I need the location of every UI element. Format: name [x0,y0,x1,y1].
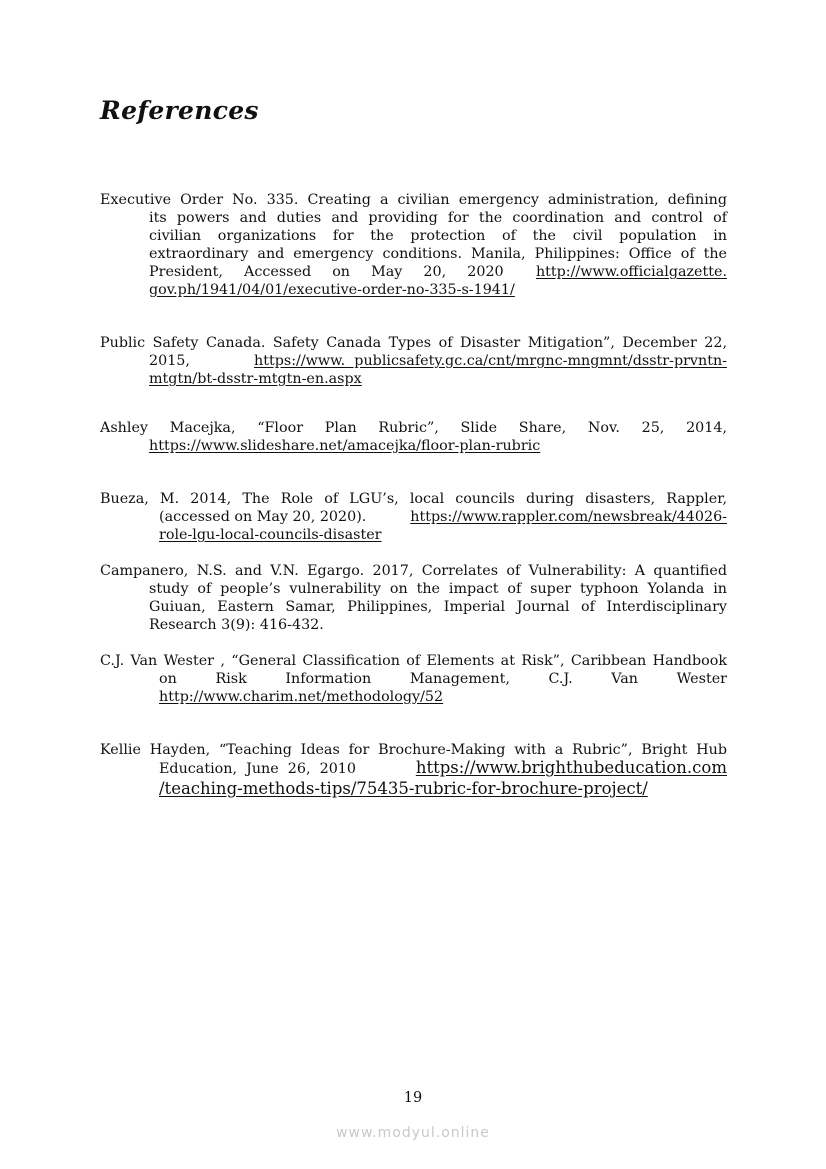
reference-line [100,370,727,388]
reference-line: study of people’s vulnerability on the impact of super typhoon Yolanda in [149,581,727,597]
reference-link[interactable]: https://www.slideshare.net/amacejka/floor-plan-rubric [149,438,541,454]
reference-public-safety-canada [100,334,727,388]
reference-line: civilian organizations for the protection of the civil population in [149,228,727,244]
watermark: www.modyul.online [336,1125,490,1141]
page-title: References [100,96,259,125]
reference-line: Kellie Hayden, “Teaching Ideas for Brochure-Making with a Rubric”, Bright Hub [100,742,727,758]
reference-link[interactable]: https://www.rappler.com/newsbreak/44026- [410,509,727,525]
reference-link[interactable]: https://www. publicsafety.gc.ca/cnt/mrgnc-mngmnt/dsstr-prvntn- [254,353,727,369]
reference-line: Research 3(9): 416-432. [149,617,324,633]
reference-line: Bueza, M. 2014, The Role of LGU’s, local councils during disasters, Rappler, [100,491,727,507]
reference-line [100,508,727,526]
reference-line [100,688,727,706]
reference-text: 2015, [149,353,190,369]
reference-text: (accessed on May 20, 2020). [159,509,367,525]
reference-van-wester [100,652,727,706]
reference-line [100,759,727,778]
reference-line: C.J. Van Wester , “General Classification of Elements at Risk”, Caribbean Handbook [100,653,727,669]
reference-line [100,352,727,370]
reference-ashley-macejka [100,419,727,455]
reference-link[interactable]: mtgtn/bt-dsstr-mtgtn-en.aspx [149,371,362,387]
reference-line: its powers and duties and providing for the coordination and control of [149,210,727,226]
reference-line: Ashley Macejka, “Floor Plan Rubric”, Slide Share, Nov. 25, 2014, [100,420,727,436]
reference-line: extraordinary and emergency conditions. Manila, Philippines: Office of the [149,246,727,262]
page-number: 19 [403,1090,423,1106]
reference-executive-order [100,191,727,299]
reference-line: on Risk Information Management, C.J. Van Wester [159,671,727,687]
reference-link[interactable]: http://www.charim.net/methodology/52 [159,689,444,705]
reference-link[interactable]: https://www.brighthubeducation.com [415,758,727,777]
reference-line: Campanero, N.S. and V.N. Egargo. 2017, Correlates of Vulnerability: A quantified [100,563,727,579]
reference-campanero [100,562,727,634]
reference-bueza [100,490,727,544]
reference-text: President, Accessed on May 20, 2020 [149,264,504,280]
reference-line [100,780,727,799]
reference-line [100,526,727,544]
reference-line [100,263,727,281]
reference-line: Guiuan, Eastern Samar, Philippines, Imperial Journal of Interdisciplinary [149,599,727,615]
reference-text: Education, June 26, 2010 [159,761,357,777]
reference-line: Executive Order No. 335. Creating a civilian emergency administration, defining [100,192,727,208]
reference-link[interactable]: gov.ph/1941/04/01/executive-order-no-335-s-1941/ [149,282,515,298]
reference-link[interactable]: /teaching-methods-tips/75435-rubric-for-brochure-project/ [159,779,648,798]
reference-line: Public Safety Canada. Safety Canada Types of Disaster Mitigation”, December 22, [100,335,727,351]
reference-line [100,437,727,455]
reference-link[interactable]: role-lgu-local-councils-disaster [159,527,382,543]
reference-kellie-hayden [100,741,727,799]
reference-line [100,281,727,299]
reference-link[interactable]: http://www.officialgazette. [535,264,727,280]
